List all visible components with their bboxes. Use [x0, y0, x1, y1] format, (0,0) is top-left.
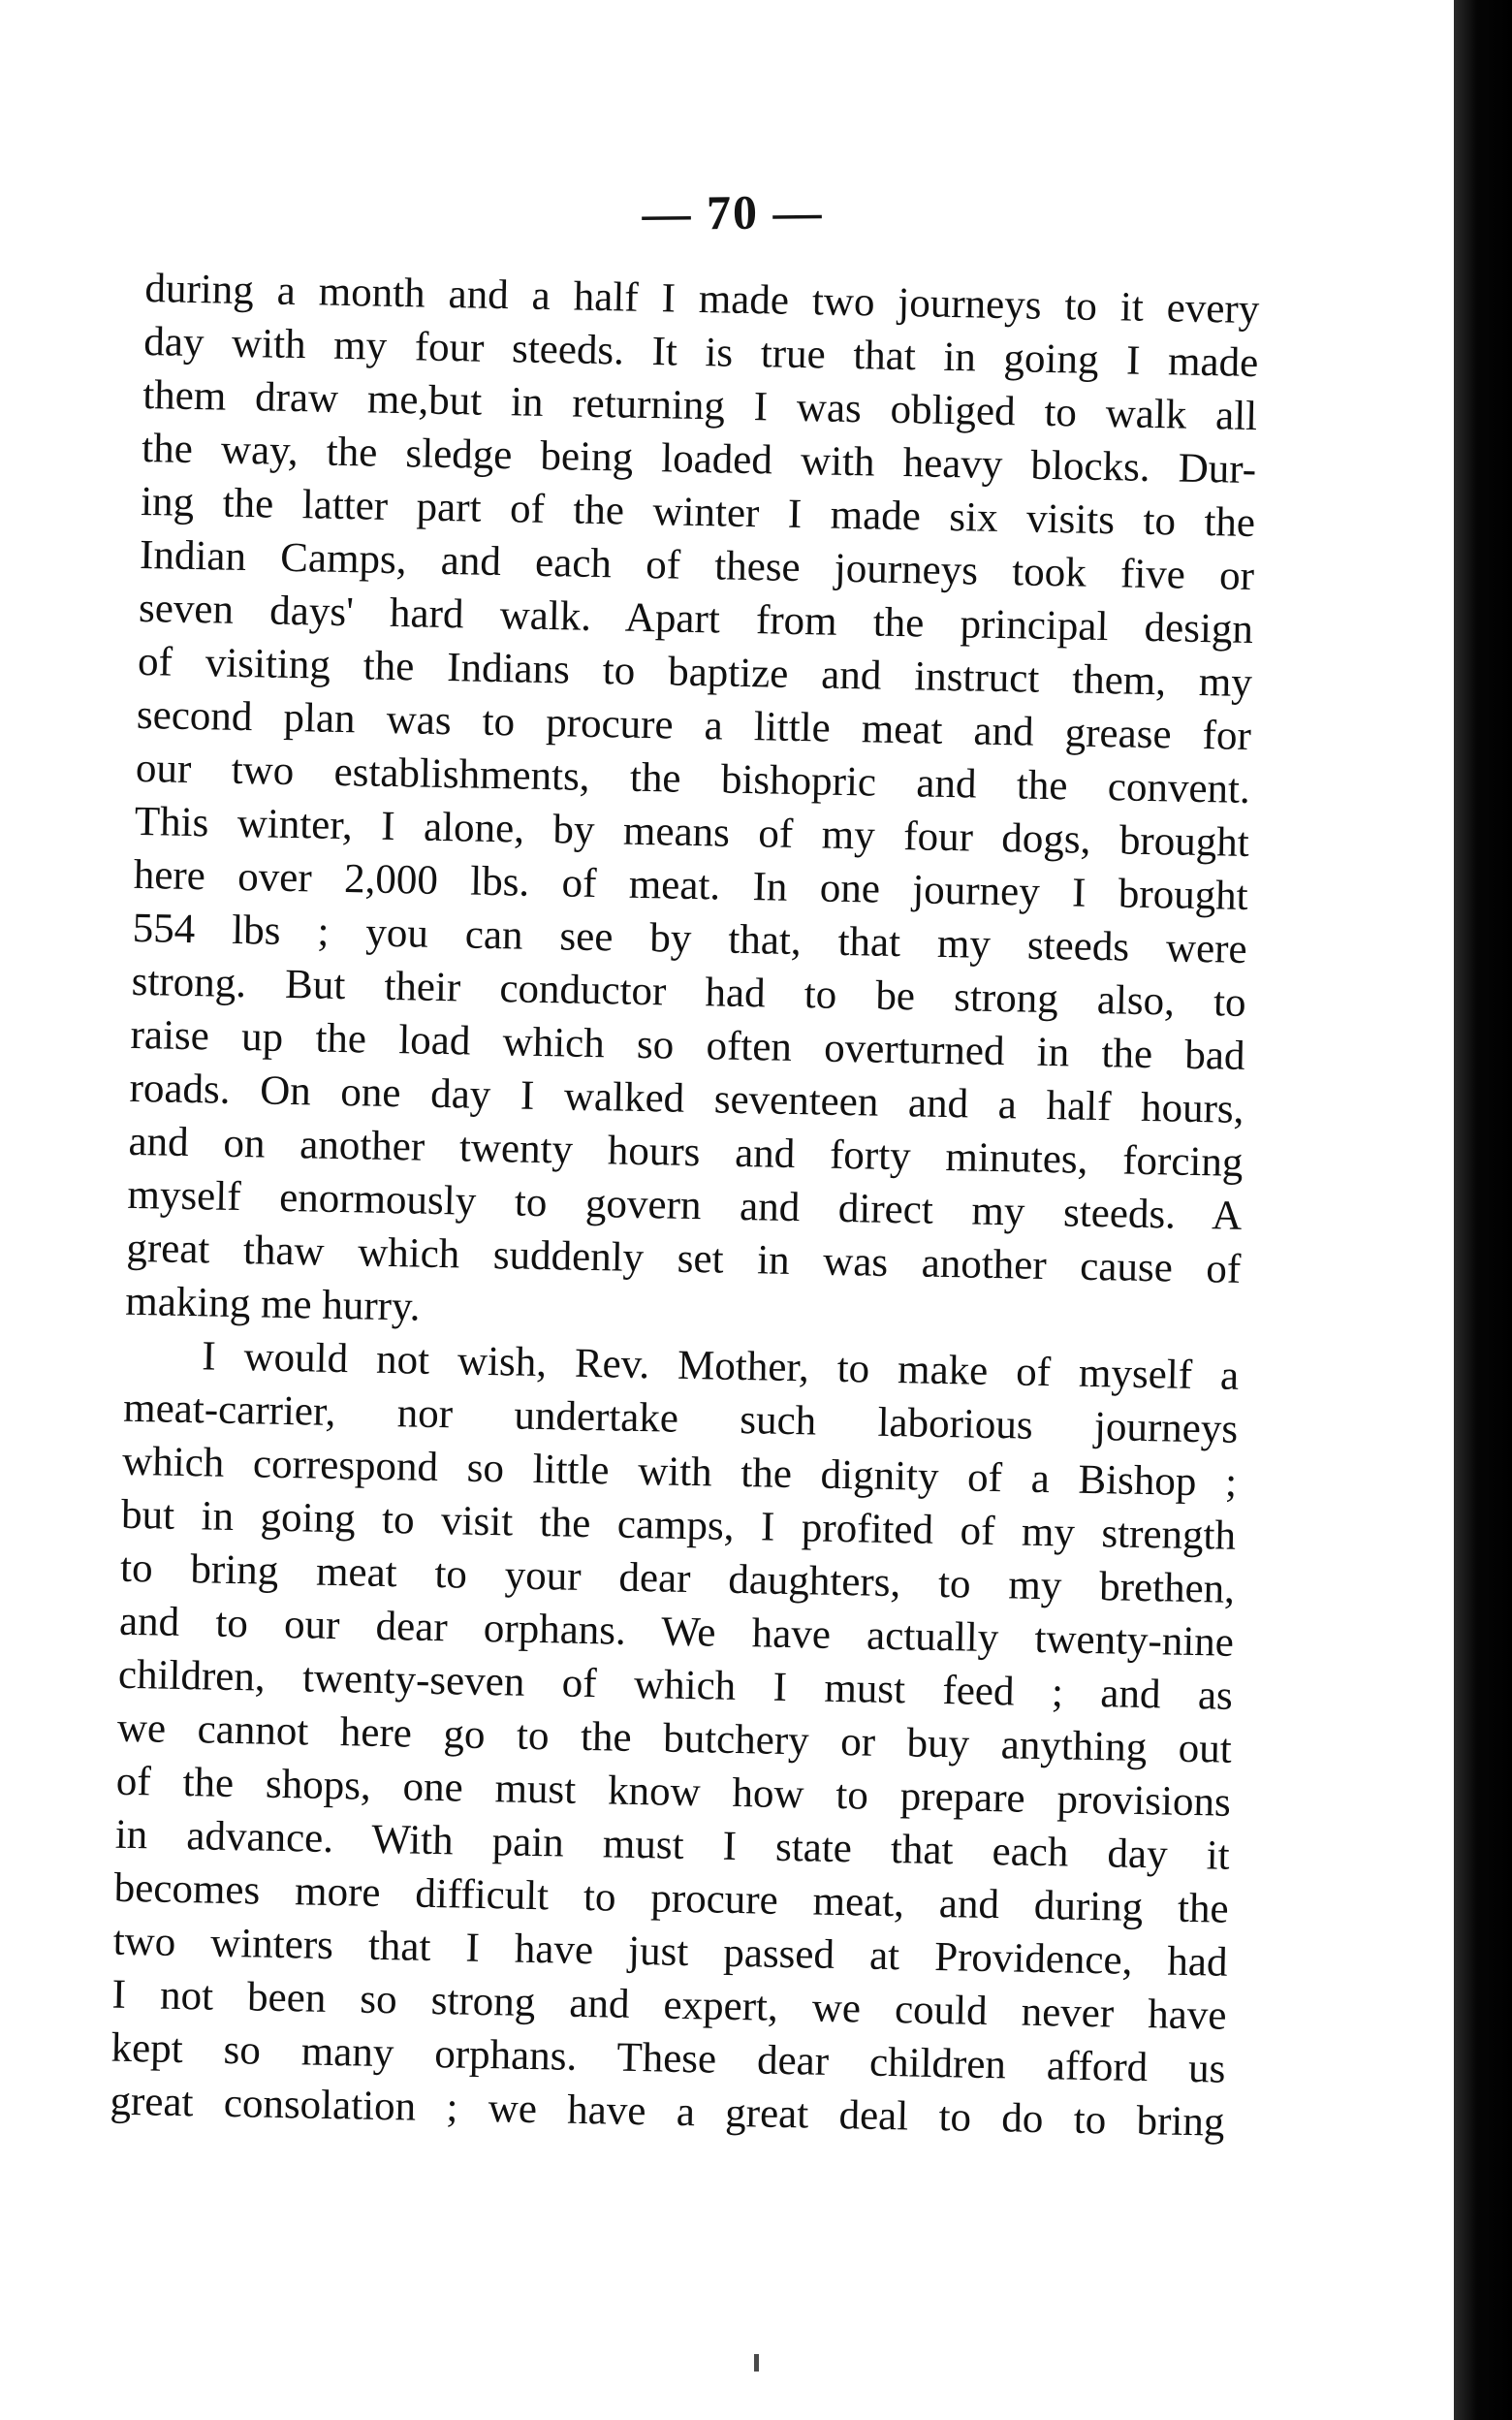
text-line: children, twenty-seven of which I must feed ; and as: [117, 1651, 1234, 1719]
text-line: them draw me,but in returning I was obliged to walk all: [142, 371, 1258, 440]
text-line: the way, the sledge being loaded with heavy blocks. Dur-: [141, 425, 1257, 494]
text-line: which correspond so little with the dignity of a Bishop ;: [121, 1438, 1238, 1506]
text-line: seven days' hard walk. Apart from the principal design: [138, 585, 1254, 653]
text-line: becomes more difficult to procure meat, and during the: [113, 1864, 1230, 1932]
text-line: during a month and a half I made two journeys to it every: [144, 265, 1260, 334]
text-line: two winters that I have just passed at Providence, had: [112, 1918, 1228, 1986]
text-line: day with my four steeds. It is true that in going I made: [142, 318, 1259, 387]
text-line: great consolation ; we have a great deal to do to bring: [110, 2078, 1225, 2146]
text-line: here over 2,000 lbs. of meat. In one journey I brought: [133, 851, 1249, 919]
body-text: [110, 262, 1260, 2149]
text-line: in advance. With pain must I state that each day it: [114, 1811, 1231, 1879]
text-line: and on another twenty hours and forty minutes, forcing: [128, 1118, 1244, 1186]
text-line: of visiting the Indians to baptize and instruct them, my: [137, 638, 1253, 706]
text-line: ing the latter part of the winter I made six visits to the: [140, 478, 1256, 547]
text-line: 554 lbs ; you can see by that, that my steeds were: [132, 905, 1248, 972]
text-line: I not been so strong and expert, we could never have: [111, 1971, 1227, 2039]
text-line: to bring meat to your dear daughters, to my brethen,: [119, 1544, 1236, 1612]
text-line: kept so many orphans. These dear children afford us: [110, 2024, 1226, 2092]
text-line: making me hurry.: [124, 1278, 421, 1330]
text-line: raise up the load which so often overturned in the bad: [130, 1011, 1245, 1079]
text-line: Indian Camps, and each of these journeys took five or: [139, 531, 1255, 600]
text-line: and to our dear orphans. We have actually twenty-nine: [118, 1598, 1235, 1666]
text-line: second plan was to procure a little meat and grease for: [136, 691, 1252, 759]
paragraph-1: [125, 262, 1260, 1350]
text-line: This winter, I alone, by means of my four dogs, brought: [134, 798, 1250, 866]
text-line: we cannot here go to the butchery or buy anything out: [116, 1704, 1233, 1772]
text-line: but in going to visit the camps, I profited of my strength: [120, 1491, 1237, 1559]
text-line: of the shops, one must know how to prepare provisions: [115, 1758, 1232, 1826]
text-line: I would not wish, Rev. Mother, to make of myself a: [201, 1333, 1240, 1399]
text-line: myself enormously to govern and direct my steeds. A: [127, 1171, 1243, 1239]
text-line: great thaw which suddenly set in was another cause of: [126, 1225, 1242, 1292]
text-line: meat-carrier, nor undertake such laborious journeys: [122, 1385, 1239, 1452]
book-spine-edge: [1454, 0, 1512, 2420]
paragraph-2: [110, 1328, 1240, 2149]
text-line: strong. But their conductor had to be strong also, to: [131, 958, 1246, 1026]
page-number: — 70 —: [642, 184, 824, 240]
text-line: our two establishments, the bishopric and the convent.: [135, 745, 1251, 812]
ink-speck: [754, 2354, 759, 2372]
text-line: roads. On one day I walked seventeen and a half hours,: [129, 1065, 1244, 1132]
